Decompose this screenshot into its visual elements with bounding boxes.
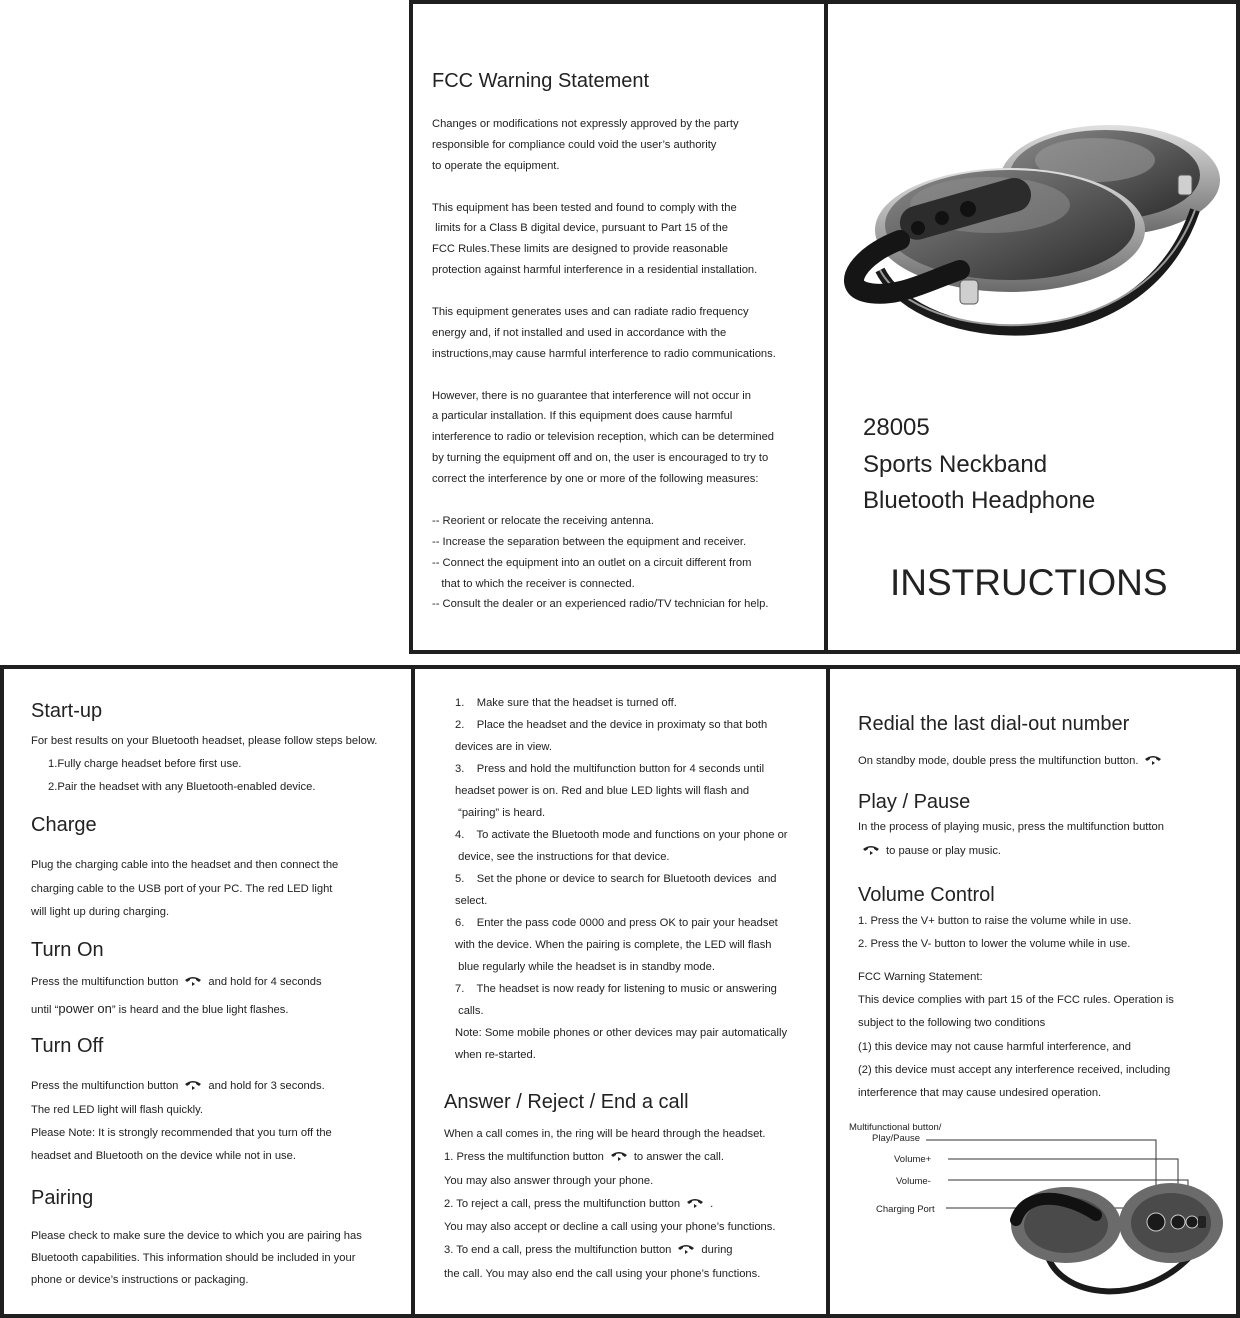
fcc-statement-line-3: (1) this device may not cause harmful interference, and xyxy=(858,1041,1131,1053)
phone-handset-icon xyxy=(686,1197,704,1209)
pairing-step-line: when re-started. xyxy=(455,1049,536,1061)
fcc-body-line: to operate the equipment. xyxy=(432,159,560,172)
answer-intro: When a call comes in, the ring will be heard through the headset. xyxy=(444,1128,766,1140)
fcc-body-line: a particular installation. If this equipment does cause harmful xyxy=(432,410,733,423)
turn-on-text-a: Press the multifunction button xyxy=(31,976,179,988)
phone-handset-icon xyxy=(1144,754,1162,766)
fcc-statement-line-5: interference that may cause undesired operation. xyxy=(858,1087,1102,1099)
label-multifunction-2: Play/Pause xyxy=(872,1133,921,1144)
fcc-body-line: Changes or modifications not expressly approved by the party xyxy=(432,118,739,130)
pairing-step-line: headset power is on. Red and blue LED lights will flash and xyxy=(455,785,750,797)
phone-handset-icon xyxy=(610,1150,628,1162)
fcc-body-spacer xyxy=(432,177,822,198)
play-pause-line-1: In the process of playing music, press the multifunction button xyxy=(858,821,1164,833)
phone-handset-icon xyxy=(184,975,202,987)
fcc-body-line: by turning the equipment off and on, the user is encouraged to try to xyxy=(432,452,769,465)
fcc-body-line: -- Connect the equipment into an outlet on a circuit different from xyxy=(432,556,752,569)
phone-handset-icon xyxy=(677,1243,695,1255)
fcc-body-line: that to which the receiver is connected. xyxy=(432,577,635,590)
fcc-body-line: instructions,may cause harmful interference to radio communications. xyxy=(432,347,776,360)
pairing-step-line: devices are in view. xyxy=(455,741,553,753)
pairing-step-line: 1. Make sure that the headset is turned off. xyxy=(455,697,677,709)
pairing-step-line: blue regularly while the headset is in standby mode. xyxy=(455,961,715,973)
pairing-steps-list xyxy=(455,692,788,1066)
label-volume-down: Volume- xyxy=(896,1176,931,1187)
play-pause-text: to pause or play music. xyxy=(886,845,1002,857)
answer-step-1 xyxy=(444,1147,724,1168)
fcc-body-line: This equipment has been tested and found to comply with the xyxy=(432,201,737,214)
turn-off-line-1 xyxy=(31,1076,325,1097)
turn-on-text-b: and hold for 4 seconds xyxy=(208,976,322,988)
fcc-body-line: -- Increase the separation between the equipment and receiver. xyxy=(432,535,747,548)
pairing-step-line: “pairing” is heard. xyxy=(455,807,546,819)
answer-step-2 xyxy=(444,1194,713,1215)
fcc-body-spacer xyxy=(432,281,822,302)
pairing-step-line: 6. Enter the pass code 0000 and press OK to pair your headset xyxy=(455,917,778,929)
answer-step-2-text-a: 2. To reject a call, press the multifunction button xyxy=(444,1198,681,1210)
label-volume-up: Volume+ xyxy=(894,1154,932,1165)
startup-intro: For best results on your Bluetooth headset, please follow steps below. xyxy=(31,735,378,747)
turn-off-text-a: Press the multifunction button xyxy=(31,1080,179,1092)
answer-step-2-note: You may also accept or decline a call using your phone’s functions. xyxy=(444,1221,776,1233)
turn-off-line-3: Please Note: It is strongly recommended that you turn off the xyxy=(31,1127,332,1139)
charge-line-1: Plug the charging cable into the headset and then connect the xyxy=(31,859,339,871)
answer-step-1-text-a: 1. Press the multifunction button xyxy=(444,1151,604,1163)
volume-title: Volume Control xyxy=(858,884,995,906)
volume-item-2: 2. Press the V- button to lower the volume while in use. xyxy=(858,938,1131,950)
headphone-product-image xyxy=(840,120,1230,355)
answer-title: Answer / Reject / End a call xyxy=(444,1091,689,1113)
fcc-body-line: -- Consult the dealer or an experienced radio/TV technician for help. xyxy=(432,598,769,611)
turn-on-line-1 xyxy=(31,972,322,993)
turn-on-text-c: until “ xyxy=(31,1004,59,1016)
fcc-body-line: interference to radio or television reception, which can be determined xyxy=(432,431,775,444)
turn-off-title: Turn Off xyxy=(31,1035,104,1057)
model-number: 28005 xyxy=(863,414,930,441)
pairing-step-line: with the device. When the pairing is complete, the LED will flash xyxy=(455,939,772,951)
redial-text xyxy=(858,751,1168,772)
answer-step-1-text-b: to answer the call. xyxy=(633,1151,724,1163)
pairing-step-line: calls. xyxy=(455,1005,484,1017)
phone-handset-icon xyxy=(862,844,880,856)
answer-step-3 xyxy=(444,1240,733,1261)
charge-line-3: will light up during charging. xyxy=(31,906,170,918)
startup-step-1: 1.Fully charge headset before first use. xyxy=(48,758,242,770)
pairing-step-line: Note: Some mobile phones or other devices may pair automatically xyxy=(455,1027,788,1039)
pairing-step-line: device, see the instructions for that device. xyxy=(455,851,670,863)
fcc-body-line: protection against harmful interference in a residential installation. xyxy=(432,264,758,277)
pairing-step-line: 2. Place the headset and the device in proximaty so that both xyxy=(455,719,768,731)
play-pause-line-2 xyxy=(858,841,1001,862)
pairing-step-line: select. xyxy=(455,895,488,907)
fcc-body-line: However, there is no guarantee that interference will not occur in xyxy=(432,389,752,402)
fcc-statement-line-1: This device complies with part 15 of the FCC rules. Operation is xyxy=(858,994,1174,1006)
startup-step-2: 2.Pair the headset with any Bluetooth-enabled device. xyxy=(48,781,316,793)
label-charging-port: Charging Port xyxy=(876,1204,935,1215)
redial-title: Redial the last dial-out number xyxy=(858,713,1130,735)
charge-title: Charge xyxy=(31,814,97,836)
pairing-line-2: Bluetooth capabilities. This information should be included in your xyxy=(31,1252,356,1264)
fcc-statement-title: FCC Warning Statement: xyxy=(858,971,983,983)
turn-on-title: Turn On xyxy=(31,939,104,961)
charge-line-2: charging cable to the USB port of your PC. The red LED light xyxy=(31,883,333,895)
answer-step-3-text-b: during xyxy=(701,1244,733,1256)
pairing-step-line: 4. To activate the Bluetooth mode and functions on your phone or xyxy=(455,829,788,841)
pairing-line-3: phone or device’s instructions or packaging. xyxy=(31,1274,249,1286)
answer-step-3-text-a: 3. To end a call, press the multifunction button xyxy=(444,1244,672,1256)
fcc-body xyxy=(432,114,822,615)
redial-text-content: On standby mode, double press the multifunction button. xyxy=(858,755,1139,767)
answer-step-1-note: You may also answer through your phone. xyxy=(444,1175,654,1187)
fcc-body-line: This equipment generates uses and can radiate radio frequency xyxy=(432,306,749,319)
power-on-phrase: power on xyxy=(58,1001,112,1016)
turn-off-line-2: The red LED light will flash quickly. xyxy=(31,1104,204,1116)
pairing-line-1: Please check to make sure the device to which you are pairing has xyxy=(31,1230,362,1242)
play-pause-title: Play / Pause xyxy=(858,791,971,813)
fcc-body-spacer xyxy=(432,365,822,386)
turn-off-text-b: and hold for 3 seconds. xyxy=(208,1080,325,1092)
fcc-statement-line-2: subject to the following two conditions xyxy=(858,1017,1046,1029)
answer-step-3-note: the call. You may also end the call using your phone’s functions. xyxy=(444,1268,761,1280)
fcc-body-line: energy and, if not installed and used in accordance with the xyxy=(432,326,727,339)
turn-on-line-2 xyxy=(31,998,288,1021)
volume-item-1: 1. Press the V+ button to raise the volume while in use. xyxy=(858,915,1132,927)
product-name-line2: Bluetooth Headphone xyxy=(863,487,1096,514)
pairing-title: Pairing xyxy=(31,1187,94,1209)
fcc-body-spacer xyxy=(432,490,822,511)
turn-on-text-d: ” is heard and the blue light flashes. xyxy=(111,1004,289,1016)
pairing-step-line: 5. Set the phone or device to search for Bluetooth devices and xyxy=(455,873,777,885)
fcc-body-line: responsible for compliance could void the user’s authority xyxy=(432,138,717,151)
pairing-step-line: 7. The headset is now ready for listening to music or answering xyxy=(455,983,777,995)
headset-diagram xyxy=(926,1130,1226,1310)
startup-title: Start-up xyxy=(31,700,103,722)
fcc-title: FCC Warning Statement xyxy=(432,70,650,92)
instructions-heading: INSTRUCTIONS xyxy=(890,562,1168,603)
fcc-statement-line-4: (2) this device must accept any interference received, including xyxy=(858,1064,1171,1076)
turn-off-line-4: headset and Bluetooth on the device while not in use. xyxy=(31,1150,296,1162)
fcc-body-line: FCC Rules.These limits are designed to provide reasonable xyxy=(432,243,728,256)
fcc-body-line: limits for a Class B digital device, pursuant to Part 15 of the xyxy=(432,222,728,235)
phone-handset-icon xyxy=(184,1079,202,1091)
fcc-body-line: -- Reorient or relocate the receiving antenna. xyxy=(432,514,655,527)
answer-step-2-text-b: . xyxy=(710,1198,714,1210)
label-multifunction-1: Multifunctional button/ xyxy=(849,1122,942,1133)
fcc-body-line: correct the interference by one or more of the following measures: xyxy=(432,473,759,486)
pairing-step-line: 3. Press and hold the multifunction button for 4 seconds until xyxy=(455,763,765,775)
product-name-line1: Sports Neckband xyxy=(863,451,1048,478)
